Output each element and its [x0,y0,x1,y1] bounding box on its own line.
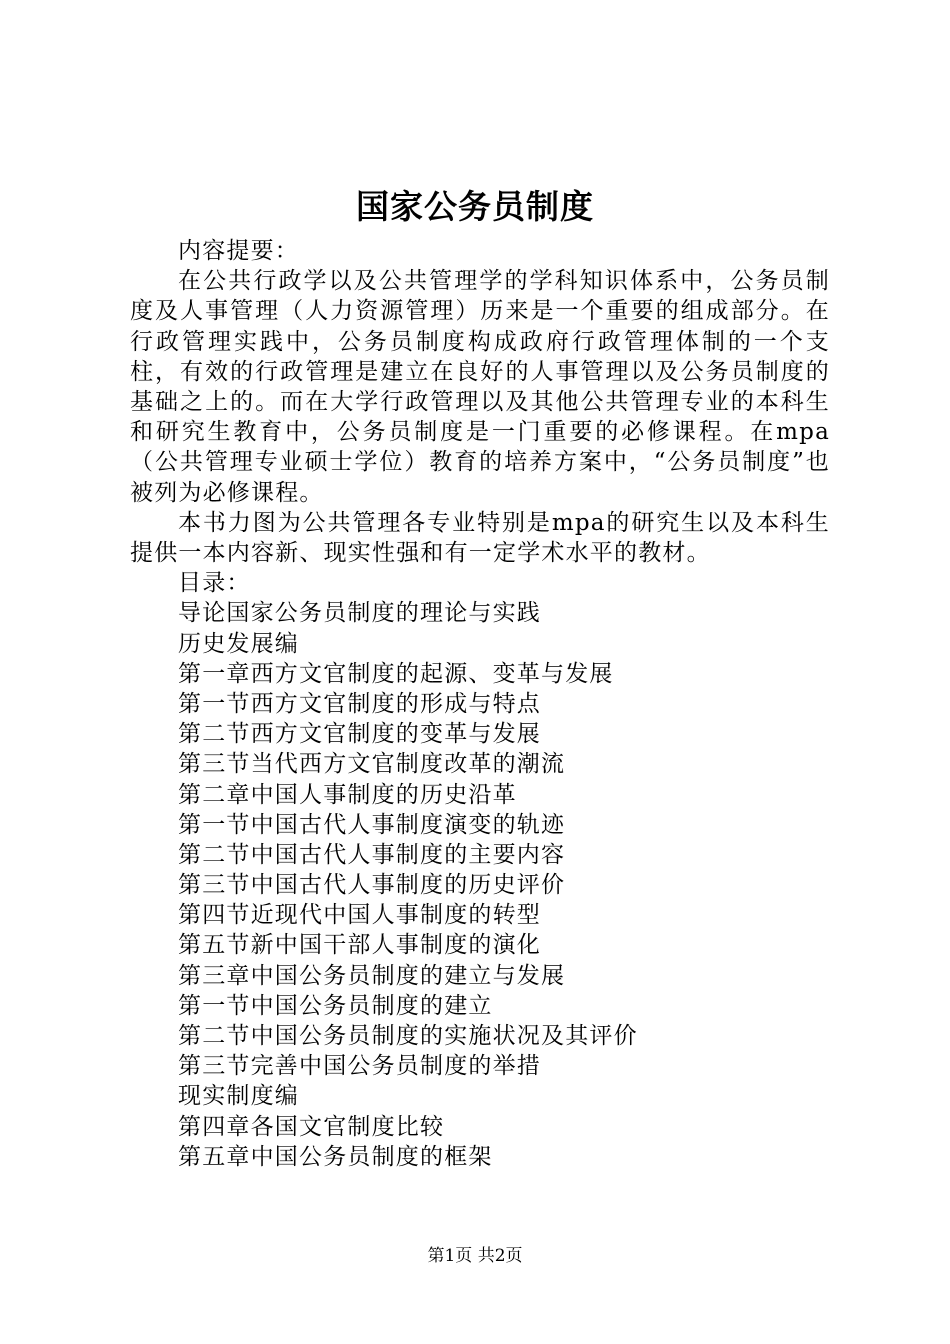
summary-paragraph: 本书力图为公共管理各专业特别是mpa的研究生以及本科生提供一本内容新、现实性强和有一定学术水平的教材。 [130,509,830,567]
toc-item: 第二节西方文官制度的变革与发展 [178,721,541,748]
toc-item: 第五章中国公务员制度的框架 [178,1143,493,1170]
toc-item: 第二节中国古代人事制度的主要内容 [178,841,566,868]
toc-item: 第二章中国人事制度的历史沿革 [178,781,517,808]
toc-item: 导论国家公务员制度的理论与实践 [178,600,541,627]
toc-item: 第一章西方文官制度的起源、变革与发展 [178,660,614,687]
document-body [130,236,830,1172]
toc-item: 历史发展编 [178,630,299,657]
toc-item: 第三节完善中国公务员制度的举措 [178,1053,541,1080]
toc-item: 第二节中国公务员制度的实施状况及其评价 [178,1023,638,1050]
toc-label: 目录： [178,570,251,597]
toc-item: 第四节近现代中国人事制度的转型 [178,902,541,929]
toc-item: 第三节中国古代人事制度的历史评价 [178,872,566,899]
toc-item: 第一节中国古代人事制度演变的轨迹 [178,811,566,838]
table-of-contents [130,598,830,1172]
summary-paragraph: 在公共行政学以及公共管理学的学科知识体系中，公务员制度及人事管理（人力资源管理）历来是一个重要的组成部分。在行政管理实践中，公务员制度构成政府行政管理体制的一个支柱，有效的行政管理是建立在良好的人事管理以及公务员制度的基础之上的。而在大学行政管理以及其他公共管理专业的本科生和研究生教育中，公务员制度是一门重要的必修课程。在mpa（公共管理专业硕士学位）教育的培养方案中，“公务员制度”也被列为必修课程。 [130,268,830,506]
document-title: 国家公务员制度 [356,187,594,226]
toc-item: 第一节中国公务员制度的建立 [178,992,493,1019]
summary-label: 内容提要： [178,238,299,264]
toc-item: 第三节当代西方文官制度改革的潮流 [178,751,566,778]
toc-item: 现实制度编 [178,1083,299,1110]
toc-item: 第五节新中国干部人事制度的演化 [178,932,541,959]
toc-item: 第三章中国公务员制度的建立与发展 [178,962,566,989]
toc-item: 第一节西方文官制度的形成与特点 [178,690,541,717]
toc-item: 第四章各国文官制度比较 [178,1113,445,1140]
page-footer: 第1页 共2页 [427,1246,523,1266]
